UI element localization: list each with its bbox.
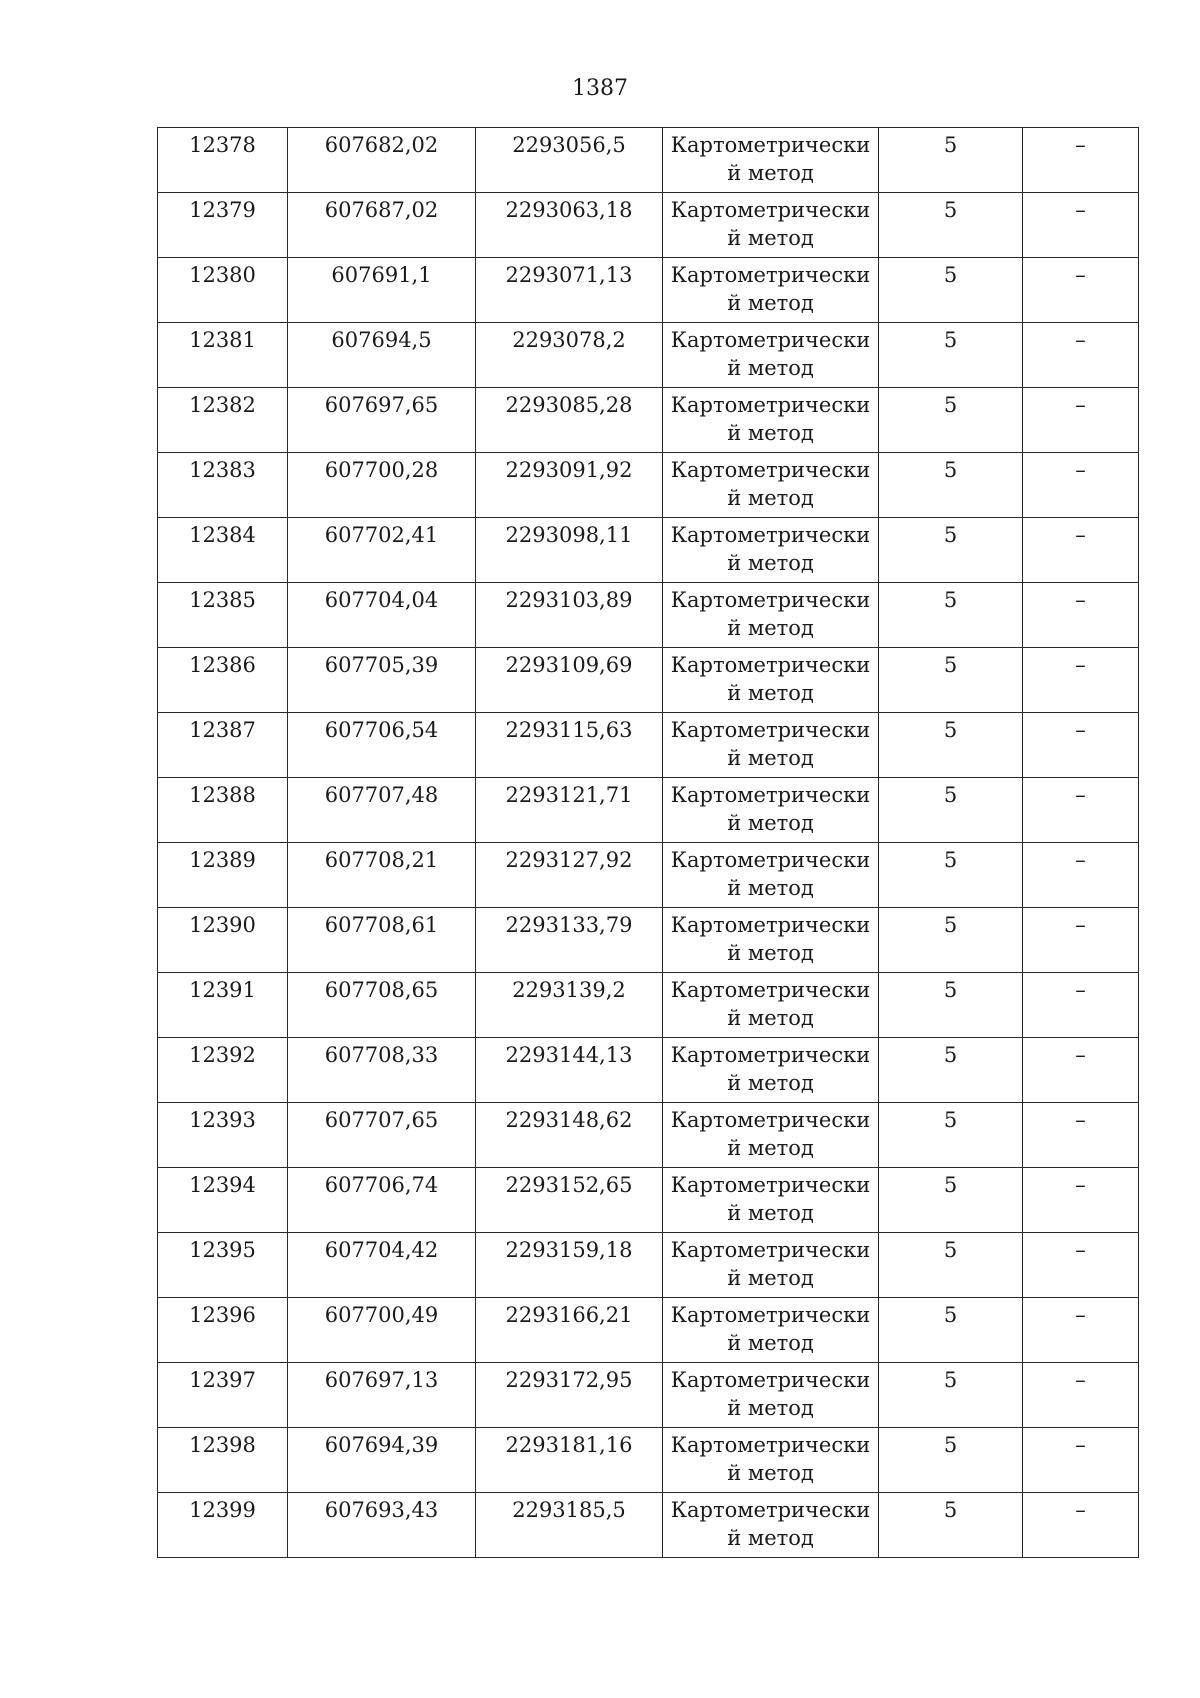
- note-cell: –: [1023, 648, 1139, 713]
- note-cell: –: [1023, 908, 1139, 973]
- point-id-cell: 12381: [158, 323, 288, 388]
- x-coordinate-cell: 607694,5: [288, 323, 476, 388]
- point-id-cell: 12395: [158, 1233, 288, 1298]
- y-coordinate-cell: 2293103,89: [476, 583, 663, 648]
- table-row: [158, 1038, 1139, 1103]
- table-row: [158, 128, 1139, 193]
- x-coordinate-cell: 607693,43: [288, 1493, 476, 1558]
- table-row: [158, 778, 1139, 843]
- table-row: [158, 258, 1139, 323]
- page-number: 1387: [572, 76, 628, 101]
- accuracy-cell: 5: [879, 1233, 1023, 1298]
- note-cell: –: [1023, 778, 1139, 843]
- point-id-cell: 12393: [158, 1103, 288, 1168]
- point-id-cell: 12378: [158, 128, 288, 193]
- y-coordinate-cell: 2293152,65: [476, 1168, 663, 1233]
- y-coordinate-cell: 2293085,28: [476, 388, 663, 453]
- accuracy-cell: 5: [879, 1103, 1023, 1168]
- table-row: [158, 1168, 1139, 1233]
- note-cell: –: [1023, 1363, 1139, 1428]
- note-cell: –: [1023, 1038, 1139, 1103]
- accuracy-cell: 5: [879, 908, 1023, 973]
- note-cell: –: [1023, 713, 1139, 778]
- method-cell: Картометрически й метод: [663, 1038, 879, 1103]
- method-cell: Картометрически й метод: [663, 583, 879, 648]
- table-row: [158, 453, 1139, 518]
- y-coordinate-cell: 2293139,2: [476, 973, 663, 1038]
- table-row: [158, 1428, 1139, 1493]
- note-cell: –: [1023, 258, 1139, 323]
- point-id-cell: 12382: [158, 388, 288, 453]
- note-cell: –: [1023, 128, 1139, 193]
- note-cell: –: [1023, 1168, 1139, 1233]
- method-cell: Картометрически й метод: [663, 843, 879, 908]
- table-row: [158, 648, 1139, 713]
- note-cell: –: [1023, 193, 1139, 258]
- note-cell: –: [1023, 1493, 1139, 1558]
- y-coordinate-cell: 2293144,13: [476, 1038, 663, 1103]
- x-coordinate-cell: 607700,49: [288, 1298, 476, 1363]
- table-row: [158, 1103, 1139, 1168]
- note-cell: –: [1023, 453, 1139, 518]
- method-cell: Картометрически й метод: [663, 1168, 879, 1233]
- y-coordinate-cell: 2293115,63: [476, 713, 663, 778]
- table-row: [158, 973, 1139, 1038]
- table-row: [158, 1493, 1139, 1558]
- table-row: [158, 193, 1139, 258]
- accuracy-cell: 5: [879, 453, 1023, 518]
- x-coordinate-cell: 607705,39: [288, 648, 476, 713]
- method-cell: Картометрически й метод: [663, 1298, 879, 1363]
- point-id-cell: 12390: [158, 908, 288, 973]
- accuracy-cell: 5: [879, 388, 1023, 453]
- note-cell: –: [1023, 1298, 1139, 1363]
- accuracy-cell: 5: [879, 648, 1023, 713]
- x-coordinate-cell: 607704,04: [288, 583, 476, 648]
- accuracy-cell: 5: [879, 713, 1023, 778]
- y-coordinate-cell: 2293091,92: [476, 453, 663, 518]
- coordinates-table: [157, 127, 1139, 1558]
- y-coordinate-cell: 2293127,92: [476, 843, 663, 908]
- table-row: [158, 518, 1139, 583]
- point-id-cell: 12396: [158, 1298, 288, 1363]
- y-coordinate-cell: 2293185,5: [476, 1493, 663, 1558]
- method-cell: Картометрически й метод: [663, 648, 879, 713]
- note-cell: –: [1023, 1428, 1139, 1493]
- note-cell: –: [1023, 583, 1139, 648]
- accuracy-cell: 5: [879, 1298, 1023, 1363]
- point-id-cell: 12392: [158, 1038, 288, 1103]
- table-body: [158, 128, 1139, 1558]
- point-id-cell: 12379: [158, 193, 288, 258]
- note-cell: –: [1023, 323, 1139, 388]
- method-cell: Картометрически й метод: [663, 128, 879, 193]
- y-coordinate-cell: 2293133,79: [476, 908, 663, 973]
- method-cell: Картометрически й метод: [663, 1363, 879, 1428]
- y-coordinate-cell: 2293166,21: [476, 1298, 663, 1363]
- accuracy-cell: 5: [879, 778, 1023, 843]
- x-coordinate-cell: 607682,02: [288, 128, 476, 193]
- method-cell: Картометрически й метод: [663, 258, 879, 323]
- accuracy-cell: 5: [879, 1428, 1023, 1493]
- method-cell: Картометрически й метод: [663, 973, 879, 1038]
- method-cell: Картометрически й метод: [663, 388, 879, 453]
- method-cell: Картометрически й метод: [663, 713, 879, 778]
- y-coordinate-cell: 2293098,11: [476, 518, 663, 583]
- note-cell: –: [1023, 1233, 1139, 1298]
- y-coordinate-cell: 2293056,5: [476, 128, 663, 193]
- x-coordinate-cell: 607708,33: [288, 1038, 476, 1103]
- point-id-cell: 12384: [158, 518, 288, 583]
- x-coordinate-cell: 607700,28: [288, 453, 476, 518]
- x-coordinate-cell: 607708,21: [288, 843, 476, 908]
- point-id-cell: 12385: [158, 583, 288, 648]
- x-coordinate-cell: 607697,65: [288, 388, 476, 453]
- note-cell: –: [1023, 973, 1139, 1038]
- y-coordinate-cell: 2293121,71: [476, 778, 663, 843]
- method-cell: Картометрически й метод: [663, 1103, 879, 1168]
- accuracy-cell: 5: [879, 1038, 1023, 1103]
- note-cell: –: [1023, 388, 1139, 453]
- y-coordinate-cell: 2293159,18: [476, 1233, 663, 1298]
- table-row: [158, 388, 1139, 453]
- method-cell: Картометрически й метод: [663, 778, 879, 843]
- x-coordinate-cell: 607697,13: [288, 1363, 476, 1428]
- method-cell: Картометрически й метод: [663, 453, 879, 518]
- point-id-cell: 12391: [158, 973, 288, 1038]
- table-row: [158, 908, 1139, 973]
- x-coordinate-cell: 607694,39: [288, 1428, 476, 1493]
- table-row: [158, 713, 1139, 778]
- y-coordinate-cell: 2293071,13: [476, 258, 663, 323]
- note-cell: –: [1023, 1103, 1139, 1168]
- point-id-cell: 12398: [158, 1428, 288, 1493]
- y-coordinate-cell: 2293181,16: [476, 1428, 663, 1493]
- accuracy-cell: 5: [879, 583, 1023, 648]
- table-row: [158, 583, 1139, 648]
- table-row: [158, 1298, 1139, 1363]
- method-cell: Картометрически й метод: [663, 1233, 879, 1298]
- point-id-cell: 12399: [158, 1493, 288, 1558]
- note-cell: –: [1023, 518, 1139, 583]
- method-cell: Картометрически й метод: [663, 1428, 879, 1493]
- y-coordinate-cell: 2293063,18: [476, 193, 663, 258]
- accuracy-cell: 5: [879, 1493, 1023, 1558]
- x-coordinate-cell: 607704,42: [288, 1233, 476, 1298]
- accuracy-cell: 5: [879, 128, 1023, 193]
- x-coordinate-cell: 607687,02: [288, 193, 476, 258]
- y-coordinate-cell: 2293172,95: [476, 1363, 663, 1428]
- point-id-cell: 12386: [158, 648, 288, 713]
- accuracy-cell: 5: [879, 518, 1023, 583]
- accuracy-cell: 5: [879, 193, 1023, 258]
- x-coordinate-cell: 607706,74: [288, 1168, 476, 1233]
- accuracy-cell: 5: [879, 1168, 1023, 1233]
- x-coordinate-cell: 607707,65: [288, 1103, 476, 1168]
- method-cell: Картометрически й метод: [663, 193, 879, 258]
- method-cell: Картометрически й метод: [663, 908, 879, 973]
- point-id-cell: 12394: [158, 1168, 288, 1233]
- accuracy-cell: 5: [879, 1363, 1023, 1428]
- method-cell: Картометрически й метод: [663, 518, 879, 583]
- accuracy-cell: 5: [879, 258, 1023, 323]
- point-id-cell: 12397: [158, 1363, 288, 1428]
- method-cell: Картометрически й метод: [663, 323, 879, 388]
- method-cell: Картометрически й метод: [663, 1493, 879, 1558]
- table-row: [158, 843, 1139, 908]
- point-id-cell: 12387: [158, 713, 288, 778]
- table-row: [158, 1363, 1139, 1428]
- x-coordinate-cell: 607691,1: [288, 258, 476, 323]
- x-coordinate-cell: 607708,61: [288, 908, 476, 973]
- point-id-cell: 12383: [158, 453, 288, 518]
- x-coordinate-cell: 607706,54: [288, 713, 476, 778]
- accuracy-cell: 5: [879, 323, 1023, 388]
- x-coordinate-cell: 607708,65: [288, 973, 476, 1038]
- accuracy-cell: 5: [879, 843, 1023, 908]
- note-cell: –: [1023, 843, 1139, 908]
- table-row: [158, 1233, 1139, 1298]
- point-id-cell: 12389: [158, 843, 288, 908]
- table-row: [158, 323, 1139, 388]
- x-coordinate-cell: 607707,48: [288, 778, 476, 843]
- x-coordinate-cell: 607702,41: [288, 518, 476, 583]
- y-coordinate-cell: 2293109,69: [476, 648, 663, 713]
- y-coordinate-cell: 2293078,2: [476, 323, 663, 388]
- point-id-cell: 12388: [158, 778, 288, 843]
- point-id-cell: 12380: [158, 258, 288, 323]
- y-coordinate-cell: 2293148,62: [476, 1103, 663, 1168]
- accuracy-cell: 5: [879, 973, 1023, 1038]
